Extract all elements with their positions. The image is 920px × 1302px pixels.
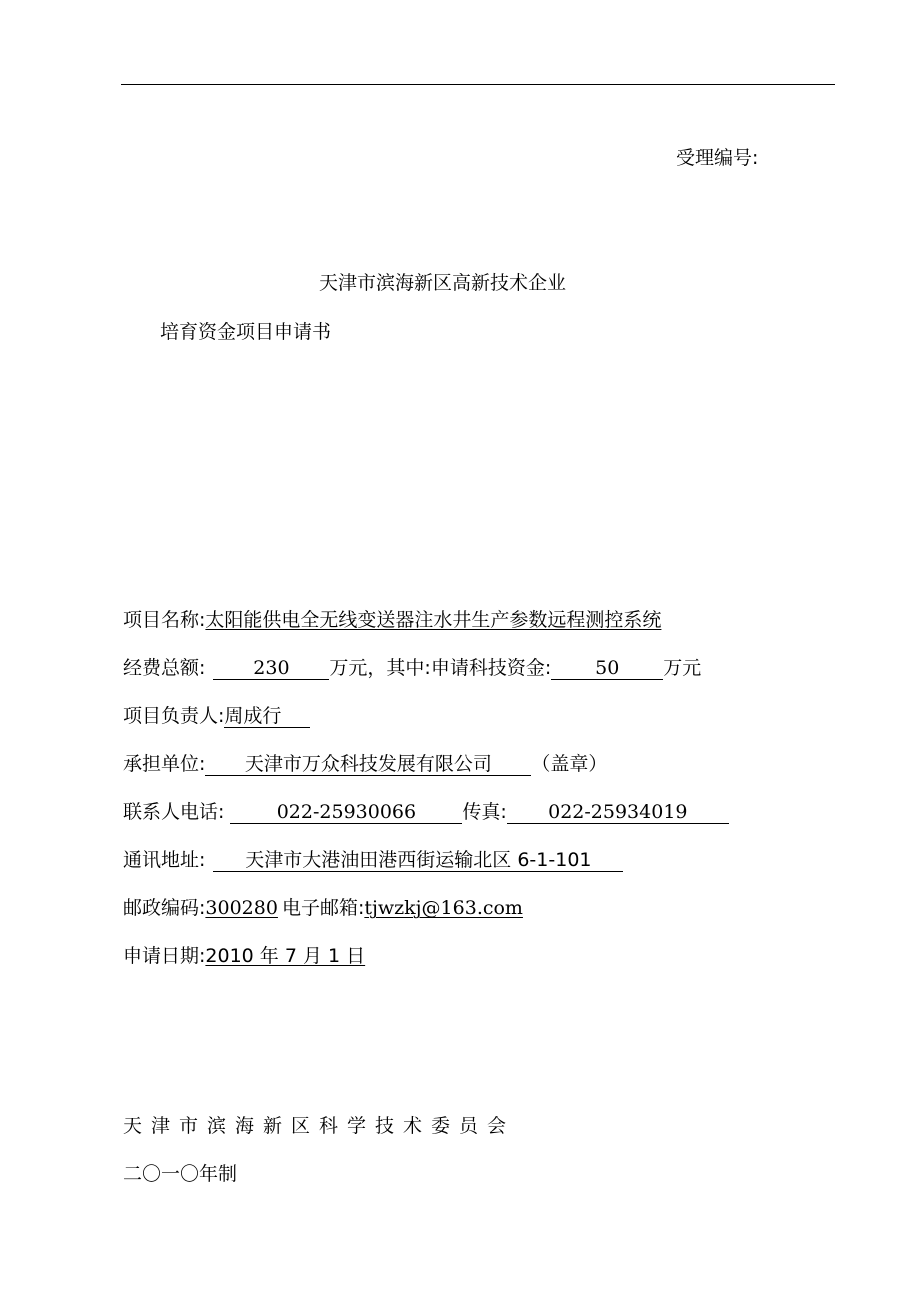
fax-value: 022-25934019	[507, 801, 729, 824]
email-label: 电子邮箱:	[281, 897, 365, 919]
funding-apply-unit: 万元	[663, 657, 702, 679]
issuing-organization: 天津市滨海新区科学技术委员会	[123, 1115, 516, 1137]
funding-total-label: 经费总额:	[123, 657, 206, 679]
document-title-line2: 培育资金项目申请书	[160, 321, 332, 343]
project-name-value: 太阳能供电全无线变送器注水井生产参数远程测控系统	[205, 609, 662, 631]
phone-row	[123, 800, 729, 824]
header-rule	[121, 84, 835, 85]
phone-value: 022-25930066	[230, 801, 462, 824]
phone-label: 联系人电话:	[123, 801, 225, 823]
postal-value: 300280	[205, 897, 278, 919]
unit-value: 天津市万众科技发展有限公司	[205, 753, 531, 776]
funding-apply-label: 申请科技资金:	[430, 657, 552, 679]
postal-label: 邮政编码:	[123, 897, 206, 919]
project-name-label: 项目名称:	[123, 609, 206, 631]
date-label: 申请日期:	[123, 945, 206, 967]
leader-row	[123, 704, 310, 728]
postal-row	[123, 896, 523, 920]
fax-label: 传真:	[462, 801, 507, 823]
funding-apply-value: 50	[551, 657, 663, 680]
funding-unit-label: 万元，其中:	[329, 657, 431, 679]
unit-row	[123, 752, 607, 776]
address-label: 通讯地址:	[123, 849, 206, 871]
funding-row	[123, 656, 701, 680]
date-value: 2010 年 7 月 1 日	[205, 945, 366, 967]
issue-year: 二〇一〇年制	[123, 1163, 238, 1185]
address-value: 天津市大港油田港西街运输北区 6-1-101	[213, 849, 623, 872]
unit-label: 承担单位:	[123, 753, 206, 775]
leader-value: 周成行	[224, 705, 310, 728]
funding-total-value: 230	[213, 657, 329, 680]
date-row	[123, 944, 365, 968]
address-row	[123, 848, 623, 872]
leader-label: 项目负责人:	[123, 705, 225, 727]
acceptance-number-label: 受理编号:	[676, 147, 759, 169]
email-value: tjwzkj@163.com	[364, 897, 523, 919]
project-name-row	[123, 608, 661, 632]
document-title-line1: 天津市滨海新区高新技术企业	[319, 272, 567, 294]
unit-seal-note: （盖章）	[531, 753, 608, 775]
